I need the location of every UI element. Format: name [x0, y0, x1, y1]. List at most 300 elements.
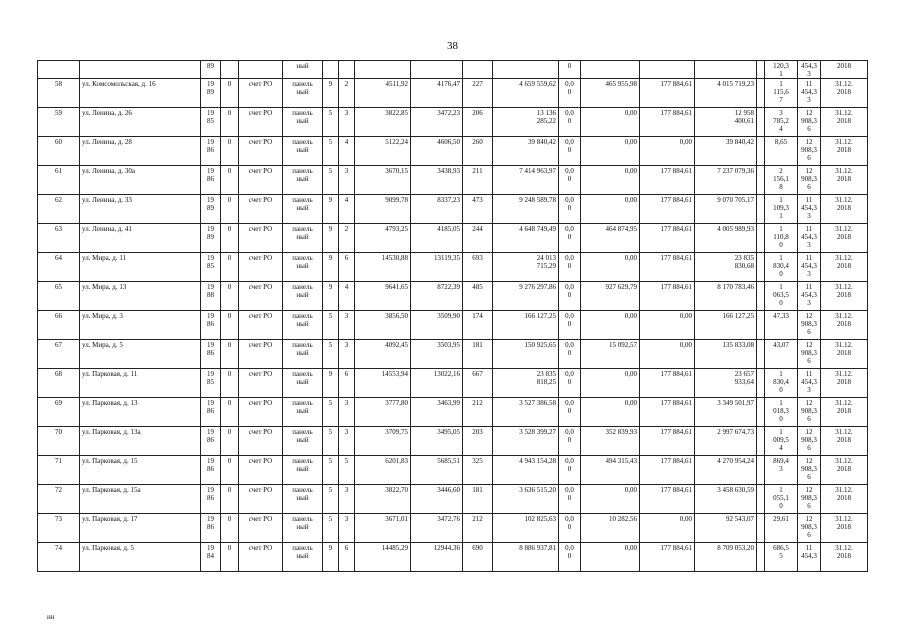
- cell-total-cost: 3 636 515,20: [493, 485, 559, 514]
- cell-year: 19 86: [201, 514, 221, 543]
- cell-entrances: 6: [339, 369, 355, 398]
- cell-c13: 3 458 630,59: [695, 485, 757, 514]
- table-body: [38, 61, 868, 572]
- cell-num: [38, 61, 80, 79]
- cell-year: 19 88: [201, 282, 221, 311]
- cell-c12: [640, 61, 695, 79]
- cell-c10: 0: [559, 61, 581, 79]
- cell-floors: 5: [323, 137, 339, 166]
- cell-c11: 0,00: [581, 485, 640, 514]
- cell-c12: 177 884,61: [640, 253, 695, 282]
- cell-z: 0: [221, 79, 239, 108]
- cell-c10: 0,0 0: [559, 543, 581, 572]
- cell-address: ул. Парковая, д. 11: [80, 369, 201, 398]
- cell-c11: 464 874,95: [581, 224, 640, 253]
- cell-floors: [323, 61, 339, 79]
- cell-c17: 31.12. 2018: [821, 108, 868, 137]
- table-row: [38, 137, 868, 166]
- cell-address: ул. Парковая, д. 15а: [80, 485, 201, 514]
- table-row: [38, 166, 868, 195]
- cell-year: 19 85: [201, 253, 221, 282]
- cell-floors: 5: [323, 456, 339, 485]
- cell-c11: [581, 61, 640, 79]
- cell-c10: 0,0 0: [559, 485, 581, 514]
- cell-c12: 0,00: [640, 340, 695, 369]
- cell-entrances: 2: [339, 224, 355, 253]
- cell-z: 0: [221, 108, 239, 137]
- cell-floors: 9: [323, 253, 339, 282]
- cell-c11: 0,00: [581, 166, 640, 195]
- cell-c16: 12 908,3 6: [798, 398, 821, 427]
- table-row: [38, 543, 868, 572]
- cell-address: ул. Парковая, д. 13а: [80, 427, 201, 456]
- cell-people: 667: [463, 369, 493, 398]
- cell-c10: 0,0 0: [559, 369, 581, 398]
- cell-c10: 0,0 0: [559, 398, 581, 427]
- cell-z: 0: [221, 340, 239, 369]
- cell-c13: 2 997 674,73: [695, 427, 757, 456]
- cell-c14: [757, 485, 765, 514]
- cell-c10: 0,0 0: [559, 79, 581, 108]
- cell-wall: панель ный: [283, 369, 323, 398]
- cell-c16: 12 908,3 6: [798, 311, 821, 340]
- cell-c17: 31.12. 2018: [821, 340, 868, 369]
- cell-c13: 135 833,08: [695, 340, 757, 369]
- cell-year: 19 89: [201, 79, 221, 108]
- cell-area-total: 4511,92: [355, 79, 411, 108]
- cell-fund: счет РО: [239, 398, 283, 427]
- cell-wall: панель ный: [283, 79, 323, 108]
- cell-c12: 177 884,61: [640, 195, 695, 224]
- cell-c12: 0,00: [640, 514, 695, 543]
- cell-c17: 2018: [821, 61, 868, 79]
- cell-people: 211: [463, 166, 493, 195]
- cell-c17: 31.12. 2018: [821, 543, 868, 572]
- cell-total-cost: 4 659 559,62: [493, 79, 559, 108]
- cell-c12: 177 884,61: [640, 456, 695, 485]
- cell-c11: 465 955,98: [581, 79, 640, 108]
- cell-c15: 1 830,4 0: [765, 369, 798, 398]
- cell-num: 70: [38, 427, 80, 456]
- cell-entrances: [339, 61, 355, 79]
- cell-c13: 4 015 719,23: [695, 79, 757, 108]
- cell-entrances: 4: [339, 195, 355, 224]
- cell-fund: счет РО: [239, 456, 283, 485]
- cell-floors: 9: [323, 195, 339, 224]
- cell-people: 212: [463, 398, 493, 427]
- cell-address: ул. Ленина, д. 26: [80, 108, 201, 137]
- cell-num: 60: [38, 137, 80, 166]
- cell-wall: панель ный: [283, 166, 323, 195]
- cell-area-living: 3503,95: [411, 340, 463, 369]
- cell-c11: 15 092,57: [581, 340, 640, 369]
- cell-c13: 9 070 705,17: [695, 195, 757, 224]
- cell-c14: [757, 108, 765, 137]
- cell-area-total: 14530,88: [355, 253, 411, 282]
- cell-c13: 23 657 933,64: [695, 369, 757, 398]
- cell-c13: 39 840,42: [695, 137, 757, 166]
- cell-total-cost: 9 248 589,78: [493, 195, 559, 224]
- cell-c16: 11 454,3 3: [798, 253, 821, 282]
- cell-year: 19 86: [201, 456, 221, 485]
- cell-total-cost: [493, 61, 559, 79]
- cell-year: 19 85: [201, 108, 221, 137]
- cell-year: 19 86: [201, 340, 221, 369]
- cell-c12: 177 884,61: [640, 108, 695, 137]
- table-row: [38, 195, 868, 224]
- cell-c16: 12 908,3 6: [798, 340, 821, 369]
- cell-c14: [757, 456, 765, 485]
- continued-row: [38, 61, 868, 79]
- cell-c10: 0,0 0: [559, 311, 581, 340]
- cell-area-living: 3472,23: [411, 108, 463, 137]
- cell-num: 67: [38, 340, 80, 369]
- cell-address: ул. Мира, д. 11: [80, 253, 201, 282]
- cell-c16: 11 454,3 3: [798, 369, 821, 398]
- cell-area-total: 9641,65: [355, 282, 411, 311]
- cell-c12: 177 884,61: [640, 398, 695, 427]
- cell-fund: счет РО: [239, 369, 283, 398]
- cell-floors: 5: [323, 311, 339, 340]
- cell-entrances: 3: [339, 427, 355, 456]
- cell-area-total: 14553,94: [355, 369, 411, 398]
- cell-address: ул. Комсомольская, д. 16: [80, 79, 201, 108]
- cell-c14: [757, 137, 765, 166]
- cell-num: 63: [38, 224, 80, 253]
- cell-people: 244: [463, 224, 493, 253]
- cell-c13: 8 709 053,20: [695, 543, 757, 572]
- cell-total-cost: 8 886 937,81: [493, 543, 559, 572]
- cell-c17: 31.12. 2018: [821, 195, 868, 224]
- cell-people: 181: [463, 340, 493, 369]
- cell-fund: счет РО: [239, 427, 283, 456]
- cell-num: 66: [38, 311, 80, 340]
- cell-c15: 1 063,5 0: [765, 282, 798, 311]
- cell-c16: 12 908,3 6: [798, 456, 821, 485]
- cell-num: 62: [38, 195, 80, 224]
- cell-wall: панель ный: [283, 456, 323, 485]
- cell-c16: 12 908,3 6: [798, 137, 821, 166]
- cell-z: [221, 61, 239, 79]
- cell-c10: 0,0 0: [559, 514, 581, 543]
- cell-fund: счет РО: [239, 514, 283, 543]
- cell-c15: 120,3 1: [765, 61, 798, 79]
- cell-floors: 9: [323, 224, 339, 253]
- cell-area-total: 3822,70: [355, 485, 411, 514]
- cell-floors: 5: [323, 166, 339, 195]
- cell-year: 19 86: [201, 427, 221, 456]
- cell-people: 693: [463, 253, 493, 282]
- cell-floors: 5: [323, 108, 339, 137]
- cell-entrances: 3: [339, 485, 355, 514]
- cell-area-living: 4176,47: [411, 79, 463, 108]
- cell-c12: 177 884,61: [640, 79, 695, 108]
- cell-z: 0: [221, 427, 239, 456]
- table-row: [38, 456, 868, 485]
- cell-num: 58: [38, 79, 80, 108]
- cell-c11: 494 315,43: [581, 456, 640, 485]
- cell-c13: 92 543,07: [695, 514, 757, 543]
- cell-address: ул. Парковая, д. 13: [80, 398, 201, 427]
- table-row: [38, 427, 868, 456]
- cell-c10: 0,0 0: [559, 427, 581, 456]
- cell-area-total: 3822,85: [355, 108, 411, 137]
- cell-c17: 31.12. 2018: [821, 166, 868, 195]
- cell-c13: 4 270 954,24: [695, 456, 757, 485]
- cell-area-living: 4606,50: [411, 137, 463, 166]
- cell-area-total: 3777,80: [355, 398, 411, 427]
- cell-floors: 9: [323, 282, 339, 311]
- cell-c15: 8,65: [765, 137, 798, 166]
- cell-c14: [757, 398, 765, 427]
- cell-fund: счет РО: [239, 108, 283, 137]
- cell-area-total: 9099,78: [355, 195, 411, 224]
- cell-floors: 5: [323, 514, 339, 543]
- cell-fund: счет РО: [239, 340, 283, 369]
- cell-c16: 454,3 3: [798, 61, 821, 79]
- cell-c13: 12 958 400,61: [695, 108, 757, 137]
- cell-floors: 5: [323, 427, 339, 456]
- cell-area-total: 3856,50: [355, 311, 411, 340]
- cell-fund: счет РО: [239, 137, 283, 166]
- cell-c15: 43,07: [765, 340, 798, 369]
- cell-people: 181: [463, 485, 493, 514]
- cell-c15: 3 785,2 4: [765, 108, 798, 137]
- cell-z: 0: [221, 456, 239, 485]
- cell-area-living: 3438,93: [411, 166, 463, 195]
- table-row: [38, 224, 868, 253]
- cell-c16: 11 454,3 3: [798, 224, 821, 253]
- table-row: [38, 398, 868, 427]
- cell-area-total: 4092,45: [355, 340, 411, 369]
- cell-c12: 177 884,61: [640, 485, 695, 514]
- cell-people: 260: [463, 137, 493, 166]
- table-row: [38, 253, 868, 282]
- cell-area-living: 3472,76: [411, 514, 463, 543]
- cell-area-living: 8337,23: [411, 195, 463, 224]
- cell-c15: 1 110,8 0: [765, 224, 798, 253]
- cell-people: 485: [463, 282, 493, 311]
- cell-c15: 1 115,6 7: [765, 79, 798, 108]
- cell-area-total: 4793,25: [355, 224, 411, 253]
- cell-wall: панель ный: [283, 282, 323, 311]
- cell-c12: 177 884,61: [640, 543, 695, 572]
- cell-year: 19 84: [201, 543, 221, 572]
- cell-c12: 0,00: [640, 311, 695, 340]
- cell-c16: 12 908,3 6: [798, 427, 821, 456]
- page-number: 38: [447, 40, 458, 52]
- cell-year: 19 85: [201, 369, 221, 398]
- cell-area-living: 4185,05: [411, 224, 463, 253]
- cell-wall: панель ный: [283, 543, 323, 572]
- cell-c14: [757, 427, 765, 456]
- cell-floors: 5: [323, 398, 339, 427]
- cell-year: 19 86: [201, 166, 221, 195]
- cell-year: 19 86: [201, 485, 221, 514]
- cell-c10: 0,0 0: [559, 253, 581, 282]
- cell-people: 174: [463, 311, 493, 340]
- cell-c17: 31.12. 2018: [821, 485, 868, 514]
- cell-c17: 31.12. 2018: [821, 514, 868, 543]
- table-row: [38, 311, 868, 340]
- cell-c11: 10 282,56: [581, 514, 640, 543]
- cell-wall: панель ный: [283, 340, 323, 369]
- cell-c11: 0,00: [581, 543, 640, 572]
- cell-wall: ный: [283, 61, 323, 79]
- cell-c17: 31.12. 2018: [821, 282, 868, 311]
- cell-wall: панель ный: [283, 485, 323, 514]
- cell-area-living: 8722,39: [411, 282, 463, 311]
- cell-people: 227: [463, 79, 493, 108]
- cell-c14: [757, 253, 765, 282]
- cell-z: 0: [221, 166, 239, 195]
- cell-z: 0: [221, 369, 239, 398]
- cell-c15: 1 009,5 4: [765, 427, 798, 456]
- cell-c17: 31.12. 2018: [821, 456, 868, 485]
- cell-c11: 0,00: [581, 369, 640, 398]
- cell-c14: [757, 543, 765, 572]
- cell-entrances: 3: [339, 398, 355, 427]
- cell-wall: панель ный: [283, 137, 323, 166]
- cell-year: 19 86: [201, 311, 221, 340]
- cell-wall: панель ный: [283, 108, 323, 137]
- cell-c10: 0,0 0: [559, 166, 581, 195]
- cell-c13: 8 170 783,46: [695, 282, 757, 311]
- cell-total-cost: 9 276 297,86: [493, 282, 559, 311]
- cell-z: 0: [221, 282, 239, 311]
- cell-c14: [757, 369, 765, 398]
- cell-year: 19 89: [201, 224, 221, 253]
- cell-entrances: 3: [339, 166, 355, 195]
- cell-address: ул. Ленина, д. 41: [80, 224, 201, 253]
- cell-c12: 177 884,61: [640, 282, 695, 311]
- cell-c17: 31.12. 2018: [821, 224, 868, 253]
- table-row: [38, 340, 868, 369]
- cell-area-total: 3671,01: [355, 514, 411, 543]
- cell-year: 19 89: [201, 195, 221, 224]
- cell-num: 73: [38, 514, 80, 543]
- cell-c15: 1 830,4 0: [765, 253, 798, 282]
- cell-fund: счет РО: [239, 195, 283, 224]
- cell-c11: 0,00: [581, 253, 640, 282]
- cell-entrances: 3: [339, 108, 355, 137]
- cell-c10: 0,0 0: [559, 282, 581, 311]
- cell-area-total: 14485,29: [355, 543, 411, 572]
- cell-c12: 177 884,61: [640, 369, 695, 398]
- cell-c14: [757, 340, 765, 369]
- cell-entrances: 6: [339, 253, 355, 282]
- cell-c15: 686,5 5: [765, 543, 798, 572]
- cell-c16: 12 908,3 6: [798, 108, 821, 137]
- cell-entrances: 2: [339, 79, 355, 108]
- cell-area-living: 13022,16: [411, 369, 463, 398]
- cell-people: [463, 61, 493, 79]
- cell-c16: 12 908,3 6: [798, 514, 821, 543]
- cell-wall: панель ный: [283, 195, 323, 224]
- cell-total-cost: 4 648 749,49: [493, 224, 559, 253]
- cell-c14: [757, 61, 765, 79]
- cell-num: 64: [38, 253, 80, 282]
- housing-repair-table: [37, 60, 868, 572]
- cell-address: ул. Мира, д. 5: [80, 340, 201, 369]
- cell-area-living: 3446,60: [411, 485, 463, 514]
- cell-c14: [757, 79, 765, 108]
- table-row: [38, 514, 868, 543]
- cell-wall: панель ный: [283, 253, 323, 282]
- cell-area-total: 3670,15: [355, 166, 411, 195]
- cell-c15: 47,33: [765, 311, 798, 340]
- cell-z: 0: [221, 137, 239, 166]
- cell-c10: 0,0 0: [559, 195, 581, 224]
- cell-area-living: 13119,35: [411, 253, 463, 282]
- cell-c15: 1 055,1 0: [765, 485, 798, 514]
- cell-c16: 12 908,3 6: [798, 485, 821, 514]
- cell-c16: 11 454,3 3: [798, 195, 821, 224]
- cell-c15: 29,61: [765, 514, 798, 543]
- cell-floors: 5: [323, 340, 339, 369]
- cell-fund: счет РО: [239, 485, 283, 514]
- cell-entrances: 4: [339, 137, 355, 166]
- cell-c13: 4 005 989,93: [695, 224, 757, 253]
- cell-num: 71: [38, 456, 80, 485]
- cell-c12: 177 884,61: [640, 224, 695, 253]
- cell-total-cost: 23 835 818,25: [493, 369, 559, 398]
- cell-fund: счет РО: [239, 282, 283, 311]
- cell-c13: 23 835 830,68: [695, 253, 757, 282]
- cell-fund: счет РО: [239, 311, 283, 340]
- cell-total-cost: 39 840,42: [493, 137, 559, 166]
- cell-c15: 1 109,3 1: [765, 195, 798, 224]
- cell-area-living: 5685,51: [411, 456, 463, 485]
- cell-total-cost: 150 925,65: [493, 340, 559, 369]
- cell-total-cost: 102 825,63: [493, 514, 559, 543]
- cell-people: 473: [463, 195, 493, 224]
- cell-c14: [757, 311, 765, 340]
- cell-c10: 0,0 0: [559, 456, 581, 485]
- cell-wall: панель ный: [283, 427, 323, 456]
- cell-year: 19 86: [201, 137, 221, 166]
- cell-c13: 3 349 501,97: [695, 398, 757, 427]
- cell-year: 89: [201, 61, 221, 79]
- cell-address: ул. Ленина, д. 28: [80, 137, 201, 166]
- cell-area-living: 3495,05: [411, 427, 463, 456]
- cell-entrances: 5: [339, 456, 355, 485]
- cell-c11: 927 629,79: [581, 282, 640, 311]
- cell-floors: 5: [323, 485, 339, 514]
- cell-total-cost: 166 127,25: [493, 311, 559, 340]
- cell-total-cost: 3 528 399,27: [493, 427, 559, 456]
- cell-area-living: 12944,36: [411, 543, 463, 572]
- cell-c11: 0,00: [581, 137, 640, 166]
- cell-area-total: 5122,24: [355, 137, 411, 166]
- cell-c10: 0,0 0: [559, 108, 581, 137]
- cell-c17: 31.12. 2018: [821, 253, 868, 282]
- cell-entrances: 3: [339, 340, 355, 369]
- cell-entrances: 3: [339, 514, 355, 543]
- table-row: [38, 369, 868, 398]
- cell-wall: панель ный: [283, 398, 323, 427]
- cell-z: 0: [221, 543, 239, 572]
- cell-fund: [239, 61, 283, 79]
- cell-entrances: 3: [339, 311, 355, 340]
- cell-c16: 11 454,3 3: [798, 79, 821, 108]
- cell-c11: 0,00: [581, 195, 640, 224]
- cell-c13: [695, 61, 757, 79]
- cell-floors: 9: [323, 543, 339, 572]
- cell-total-cost: 13 136 285,22: [493, 108, 559, 137]
- cell-total-cost: 4 943 154,28: [493, 456, 559, 485]
- cell-wall: панель ный: [283, 224, 323, 253]
